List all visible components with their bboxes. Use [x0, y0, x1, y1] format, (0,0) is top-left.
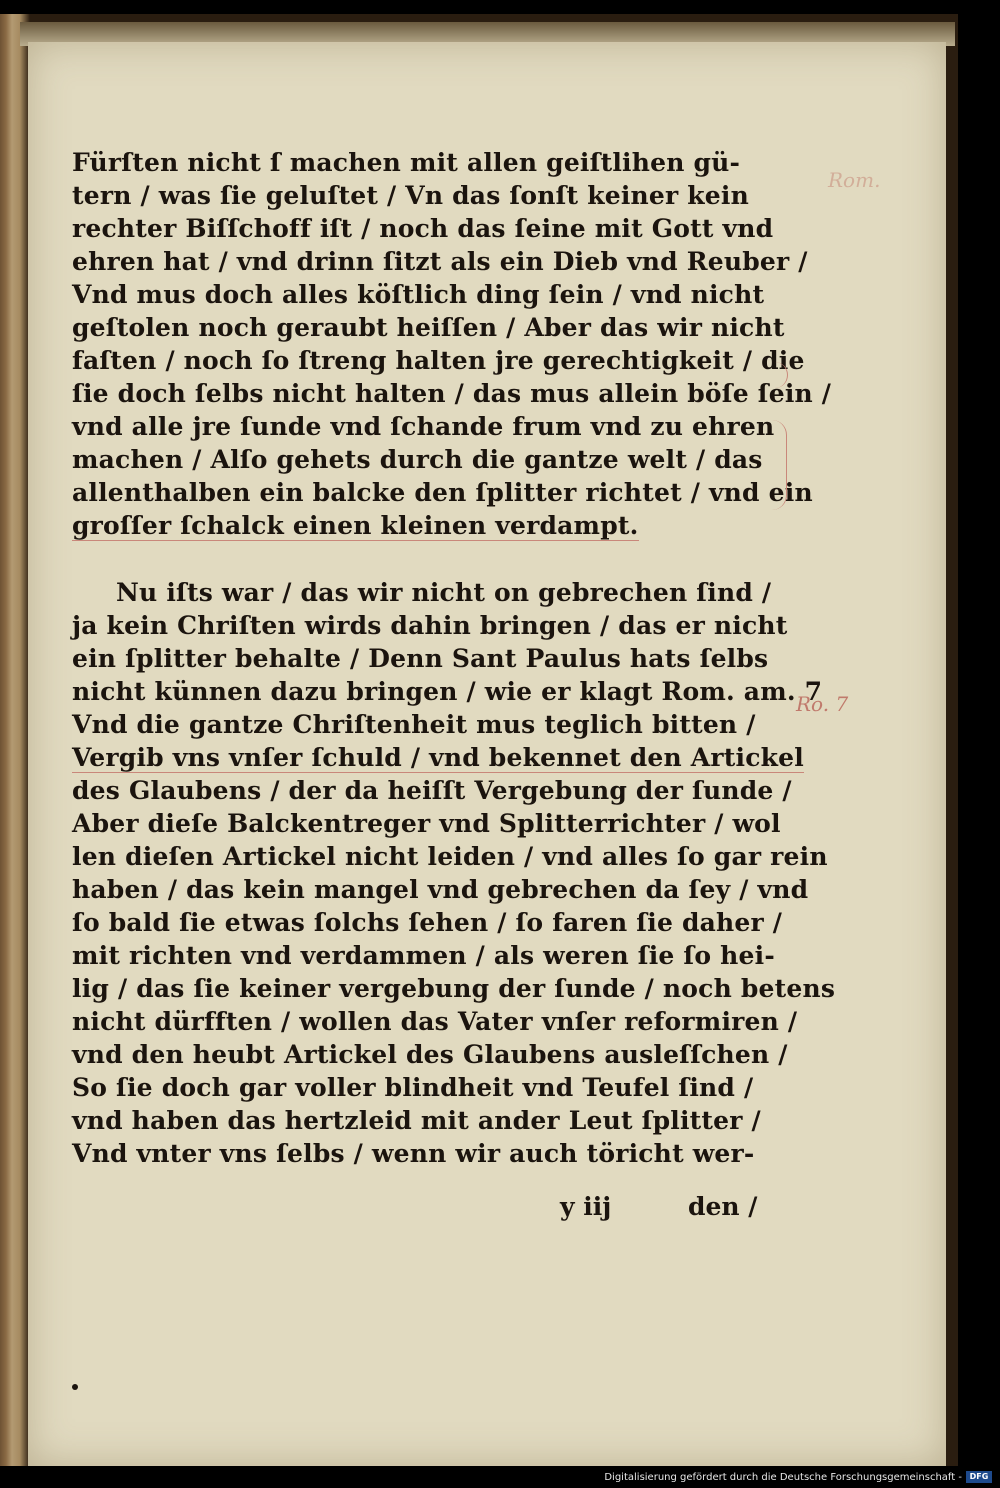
- text-line: des Glaubens / der da heiſſt Vergebung der ſunde /: [72, 776, 792, 805]
- text-line: allenthalben ein balcke den ſplitter richtet / vnd ein: [72, 478, 813, 507]
- text-line: nicht künnen dazu bringen / wie er klagt Rom. am. 7: [72, 677, 823, 706]
- text-line: ſie doch ſelbs nicht halten / das mus allein böſe ſein /: [72, 379, 832, 408]
- text-line: ein ſplitter behalte / Denn Sant Paulus hats ſelbs: [72, 644, 769, 673]
- text-line: Nu iſts war / das wir nicht on gebrechen ſind /: [116, 578, 772, 607]
- text-line: nicht dürfften / wollen das Vater vnſer reformiren /: [72, 1007, 798, 1036]
- ink-spot: [72, 1384, 78, 1390]
- margin-note: Ro. 7: [796, 692, 849, 716]
- dfg-logo-icon: DFG: [966, 1471, 992, 1483]
- text-line: ſo bald ſie etwas ſolchs ſehen / ſo faren ſie daher /: [72, 908, 783, 937]
- page-footer-line: [560, 1192, 757, 1221]
- text-line: Fürſten nicht ſ machen mit allen geiſtlihen gü-: [72, 148, 741, 177]
- text-line: haben / das kein mangel vnd gebrechen da ſey / vnd: [72, 875, 809, 904]
- text-line: faſten / noch ſo ſtreng halten jre gerechtigkeit / die: [72, 346, 805, 375]
- signature-mark: y iij: [560, 1192, 612, 1221]
- catchword: den /: [688, 1192, 758, 1221]
- text-line: ja kein Chriſten wirds dahin bringen / das er nicht: [72, 611, 788, 640]
- text-line: ehren hat / vnd drinn ſitzt als ein Dieb vnd Reuber /: [72, 247, 808, 276]
- text-line: len dieſen Artickel nicht leiden / vnd alles ſo gar rein: [72, 842, 828, 871]
- text-line: mit richten vnd verdammen / als weren ſie ſo hei-: [72, 941, 775, 970]
- underlined-text: Vergib vns vnſer ſchuld / vnd bekennet den Artickel: [72, 743, 804, 772]
- text-line: Vnd mus doch alles köſtlich ding ſein / vnd nicht: [72, 280, 765, 309]
- paragraph-1: [72, 146, 832, 542]
- text-line: Aber dieſe Balckentreger vnd Splitterrichter / wol: [72, 809, 781, 838]
- text-line: tern / was ſie geluſtet / Vn das ſonſt keiner kein: [72, 181, 749, 210]
- text-line: rechter Biſſchoff iſt / noch das ſeine mit Gott vnd: [72, 214, 774, 243]
- text-line: Vnd die gantze Chriſtenheit mus teglich bitten /: [72, 710, 756, 739]
- text-line: So ſie doch gar voller blindheit vnd Teufel ſind /: [72, 1073, 754, 1102]
- text-line: [72, 741, 804, 774]
- text-line: vnd haben das hertzleid mit ander Leut ſplitter /: [72, 1106, 761, 1135]
- text-line: [72, 509, 792, 542]
- margin-note: Rom.: [828, 168, 881, 192]
- text-line: machen / Alſo gehets durch die gantze welt / das: [72, 445, 763, 474]
- text-line: Vnd vnter vns ſelbs / wenn wir auch töricht wer-: [72, 1139, 755, 1168]
- pencil-bracket-mark: [772, 420, 787, 510]
- text-line: vnd den heubt Artickel des Glaubens ausleſſchen /: [72, 1040, 788, 1069]
- text-line: vnd alle jre ſunde vnd ſchande frum vnd zu ehren: [72, 412, 775, 441]
- text-line: lig / das ſie keiner vergebung der ſunde / noch betens: [72, 974, 836, 1003]
- underlined-text: groſſer ſchalck einen kleinen verdampt.: [72, 511, 639, 540]
- funding-credit: Digitalisierung gefördert durch die Deutsche Forschungsgemeinschaft -: [604, 1472, 962, 1483]
- text-line: geſtolen noch geraubt heiſſen / Aber das wir nicht: [72, 313, 785, 342]
